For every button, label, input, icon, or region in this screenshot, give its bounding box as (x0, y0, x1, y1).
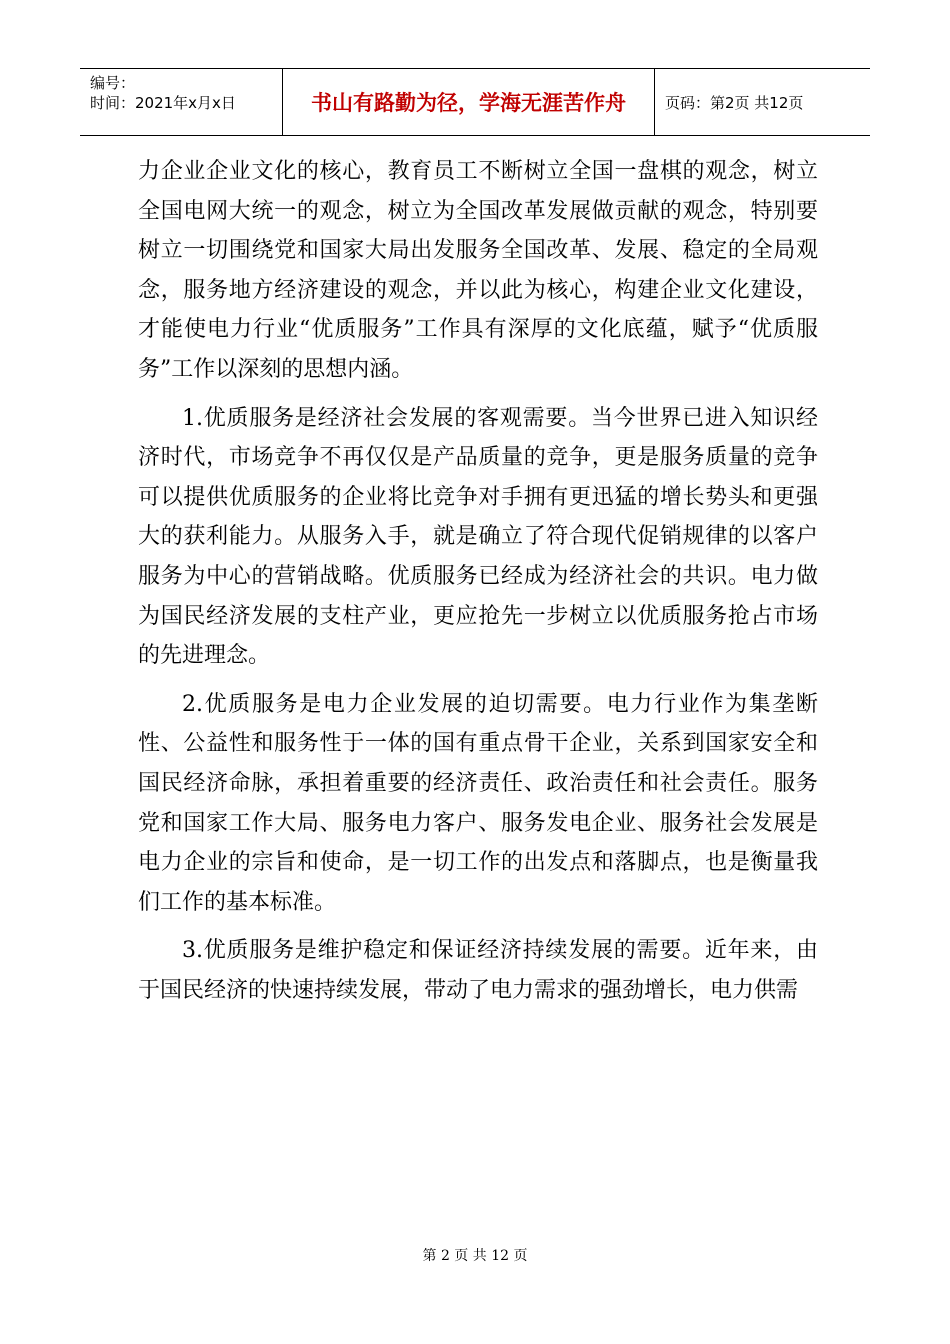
body-paragraph: 1.优质服务是经济社会发展的客观需要。当今世界已进入知识经济时代，市场竞争不再仅仅是产品质量的竞争，更是服务质量的竞争可以提供优质服务的企业将比竞争对手拥有更迅猛的增长势头和更强大的获利能力。从服务入手，就是确立了符合现代促销规律的以客户服务为中心的营销战略。优质服务已经成为经济社会的共识。电力做为国民经济发展的支柱产业，更应抢先一步树立以优质服务抢占市场的先进理念。 (138, 405, 818, 669)
header-motto: 书山有路勤为径，学海无涯苦作舟 (283, 69, 655, 135)
document-number-label: 编号： (90, 74, 136, 92)
page-footer: 第 2 页 共 12 页 (422, 1248, 528, 1264)
document-body (138, 152, 818, 1019)
body-paragraph: 力企业企业文化的核心，教育员工不断树立全国一盘棋的观念，树立全国电网大统一的观念，树立为全国改革发展做贡献的观念，特别要树立一切围绕党和国家大局出发服务全国改革、发展、稳定的全局观念，服务地方经济建设的观念，并以此为核心，构建企业文化建设，才能使电力行业“优质服务”工作具有深厚的文化底蕴，赋予“优质服务”工作以深刻的思想内涵。 (138, 159, 818, 382)
header-page-info: 页码：第2页 共12页 (665, 93, 804, 112)
body-paragraph: 2.优质服务是电力企业发展的迫切需要。电力行业作为集垄断性、公益性和服务性于一体的国有重点骨干企业，关系到国家安全和国民经济命脉，承担着重要的经济责任、政治责任和社会责任。服务党和国家工作大局、服务电力客户、服务发电企业、服务社会发展是电力企业的宗旨和使命，是一切工作的出发点和落脚点，也是衡量我们工作的基本标准。 (138, 691, 818, 915)
document-date-label: 时间：2021年x月x日 (90, 94, 236, 112)
page-header (80, 68, 870, 136)
body-paragraph: 3.优质服务是维护稳定和保证经济持续发展的需要。近年来，由于国民经济的快速持续发展，带动了电力需求的强劲增长，电力供需 (138, 938, 818, 1003)
header-meta (80, 69, 283, 135)
